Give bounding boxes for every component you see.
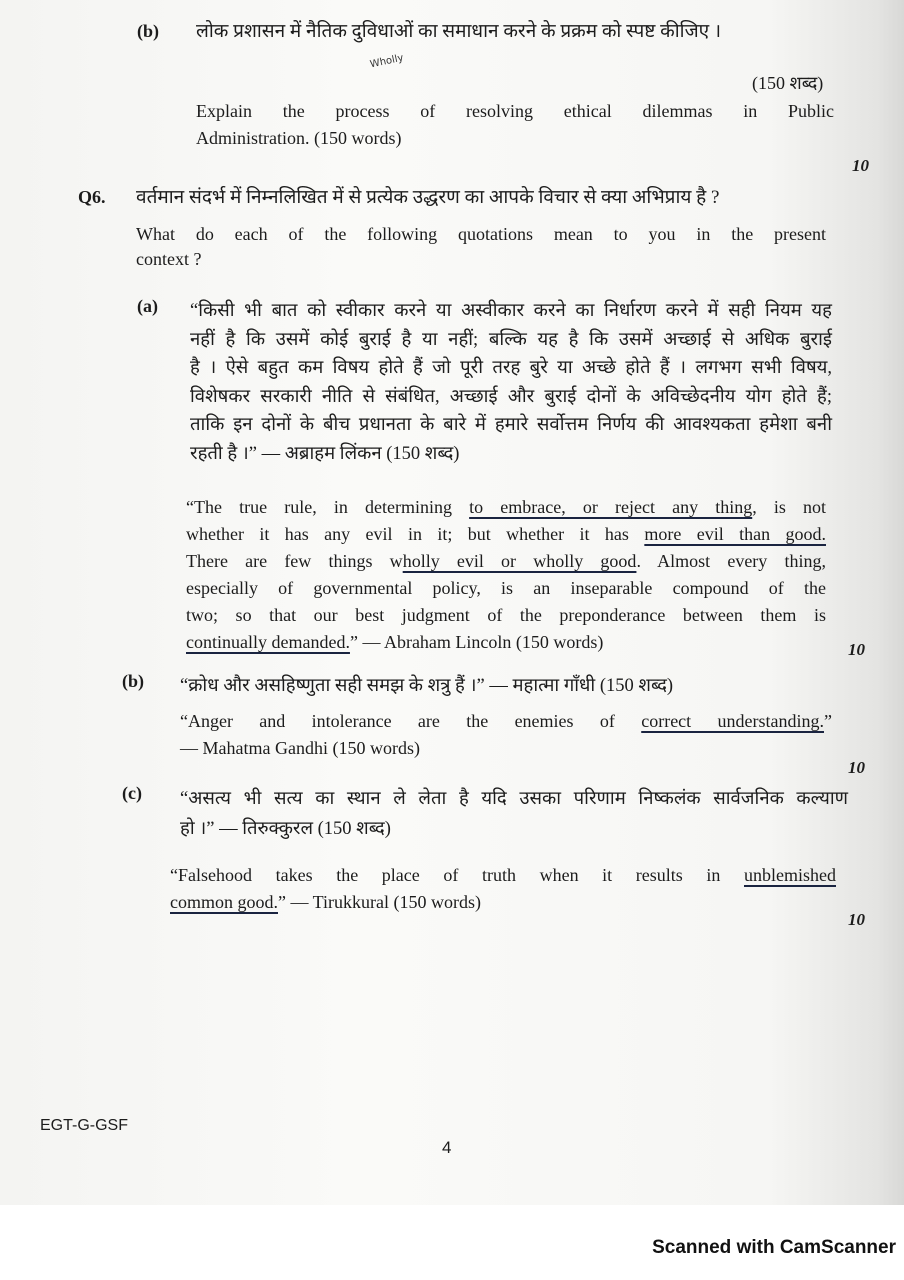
english-line xyxy=(186,494,826,521)
page-number: 4 xyxy=(442,1138,452,1157)
text-segment: ” — Tirukkural (150 words) xyxy=(278,892,481,912)
text-segment: “Anger and intolerance are the enemies of xyxy=(180,711,642,731)
hindi-line: “असत्य भी सत्य का स्थान ले लेता है यदि उसका परिणाम निष्कलंक सार्वजनिक कल्याण xyxy=(180,789,848,809)
q6-part-label: (a) xyxy=(137,296,158,316)
text-segment: — Mahatma Gandhi (150 words) xyxy=(180,738,420,758)
text-segment: , is not xyxy=(752,497,827,517)
q6-hindi: वर्तमान संदर्भ में निम्नलिखित में से प्रत्येक उद्धरण का आपके विचार से क्या अभिप्राय है ? xyxy=(136,187,720,208)
q6-part-label: (b) xyxy=(122,671,144,691)
hindi-line: “क्रोध और असहिष्णुता सही समझ के शत्रु हैं ।” — महात्मा गाँधी (150 शब्द) xyxy=(180,676,674,696)
q6-part-marks: 10 xyxy=(848,640,865,659)
english-line xyxy=(186,575,826,602)
text-segment: whether it has any evil in it; but whether it has xyxy=(186,524,645,544)
q6-part-marks: 10 xyxy=(848,758,865,777)
english-line xyxy=(186,629,826,656)
english-line xyxy=(180,708,832,735)
underlined-phrase: continually demanded. xyxy=(186,632,350,652)
english-line xyxy=(180,735,832,762)
hindi-line: रहती है ।” — अब्राहम लिंकन (150 शब्द) xyxy=(190,443,460,464)
q6-part-english xyxy=(170,862,836,916)
q6-part-hindi xyxy=(180,672,834,700)
underlined-phrase: correct understanding. xyxy=(641,711,824,731)
english-line xyxy=(186,548,826,575)
hindi-line: हो ।” — तिरुक्कुरल (150 शब्द) xyxy=(180,819,391,839)
q5b-hindi: लोक प्रशासन में नैतिक दुविधाओं का समाधान करने के प्रक्रम को स्पष्ट कीजिए । xyxy=(196,21,722,42)
q6-part-label: (c) xyxy=(122,783,142,803)
q5b-english-line: Explain the process of resolving ethical dilemmas in Public xyxy=(196,101,834,121)
q6-label: Q6. xyxy=(78,187,106,207)
text-segment: two; so that our best judgment of the preponderance between them is xyxy=(186,605,826,625)
q5b-hindi-words: (150 शब्द) xyxy=(752,73,824,93)
q5b-english-line: Administration. (150 words) xyxy=(196,128,402,148)
scanner-watermark: Scanned with CamScanner xyxy=(652,1237,896,1258)
english-line xyxy=(170,862,836,889)
q6-part-hindi xyxy=(190,297,832,468)
underlined-phrase: common good. xyxy=(170,892,278,912)
english-line xyxy=(186,521,826,548)
text-segment: “The true rule, in determining xyxy=(186,497,470,517)
q6-english-line: What do each of the following quotations mean to you in the present xyxy=(136,224,826,244)
underlined-phrase: holly evil or wholly good xyxy=(402,551,637,571)
text-segment: especially of governmental policy, is an inseparable compound of the xyxy=(186,578,826,598)
underlined-phrase: unblemished xyxy=(744,865,836,885)
english-line xyxy=(170,889,836,916)
paper-code: EGT-G-GSF xyxy=(40,1117,128,1134)
q6-part-hindi xyxy=(180,784,848,844)
text-segment: ” — Abraham Lincoln (150 words) xyxy=(349,632,604,652)
text-segment: “Falsehood takes the place of truth when it results in xyxy=(170,865,744,885)
underlined-phrase: to embrace, or reject any thing xyxy=(469,497,753,517)
text-segment: . Almost every thing, xyxy=(636,551,826,571)
text-segment: There are few things w xyxy=(186,551,403,571)
q6-part-english xyxy=(186,494,826,656)
hindi-line: ताकि इन दोनों के बीच प्रधानता के बारे में हमारे सर्वोत्तम निर्णय की आवश्यकता हमेशा बनी xyxy=(190,415,832,435)
underlined-phrase: more evil than good. xyxy=(644,524,826,544)
hindi-line: है । ऐसे बहुत कम विषय होते हैं जो पूरी तरह बुरे या अच्छे होते हैं । लगभग सभी विषय, xyxy=(190,358,832,378)
text-segment: ” xyxy=(824,711,832,731)
english-line xyxy=(186,602,826,629)
q6-english-line: context ? xyxy=(136,249,202,269)
q5b-marks: 10 xyxy=(852,156,869,175)
hindi-line: विशेषकर सरकारी नीति से संबंधित, अच्छाई और बुराई दोनों के अविच्छेदनीय योग होते हैं; xyxy=(190,386,832,407)
hindi-line: “किसी भी बात को स्वीकार करने या अस्वीकार करने का निर्धारण करने में सही नियम यह xyxy=(190,301,832,321)
q5b-label: (b) xyxy=(137,21,159,41)
hindi-line: नहीं है कि उसमें कोई बुराई है या नहीं; बल्कि यह है कि उसमें अच्छाई से अधिक बुराई xyxy=(190,329,832,350)
handwritten-annotation: Wholly xyxy=(369,52,405,71)
q6-part-english xyxy=(180,708,832,762)
q6-part-marks: 10 xyxy=(848,910,865,929)
